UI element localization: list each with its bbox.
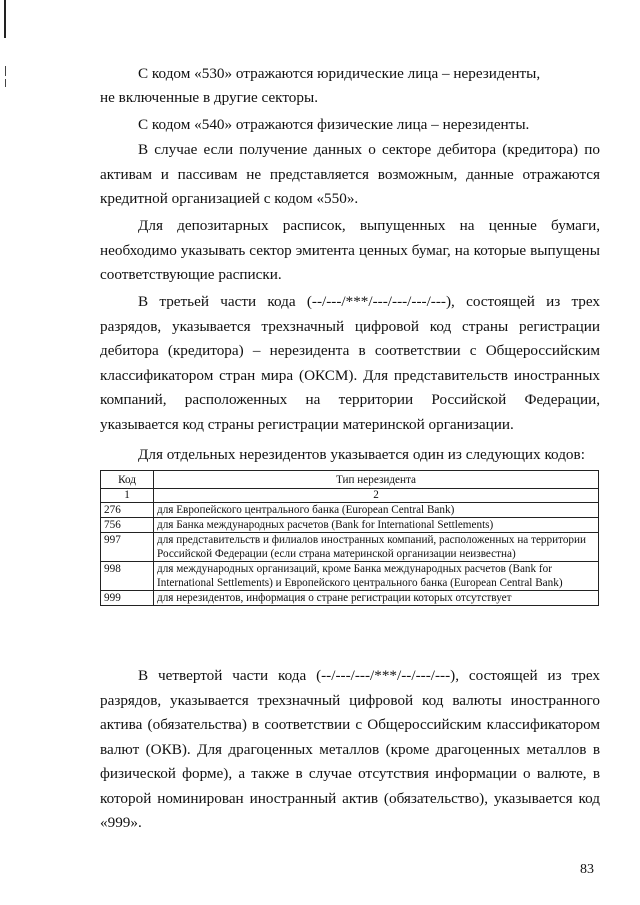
paragraph-depositary-receipts: Для депозитарных расписок, выпущенных на ценные бумаги, необходимо указывать сектор эмитента ценных бумаг, на которые выпущены соответствующие расписки. <box>100 217 600 283</box>
paragraph-country-code: В третьей части кода (--/---/***/---/---/---/---), состоящей из трех разрядов, указывается трехзначный цифровой код страны регистрации дебитора (кредитора) – нерезидента в соответствии с Общероссийским классификатором стран мира (ОКСМ). Для представительств иностранных компаний, расположенных на территории Российской Федерации, указывается код страны регистрации материнской организации. <box>100 293 600 433</box>
scan-margin-line <box>4 0 6 38</box>
table-column-numbers-row <box>101 489 599 503</box>
row-type: для международных организаций, кроме Банка международных расчетов (Bank for International Settlements) и Европейского центрального банка (European Central Bank) <box>154 562 599 591</box>
row-code: 997 <box>101 533 154 562</box>
row-type: для Банка международных расчетов (Bank for International Settlements) <box>154 518 599 533</box>
paragraph-550: В случае если получение данных о секторе дебитора (кредитора) по активам и пассивам не представляется возможным, данные отражаются кредитной организацией с кодом «550». <box>100 141 600 207</box>
paragraph-540: С кодом «540» отражаются физические лица – нерезиденты. <box>138 116 530 133</box>
scan-margin-tick <box>5 79 6 87</box>
column-number-2: 2 <box>154 489 599 503</box>
paragraph-currency-code: В четвертой части кода (--/---/---/***/--/---/---), состоящей из трех разрядов, указывается трехзначный цифровой код валюты иностранного актива (обязательства) в соответствии с Общероссийским классификатором валют (ОКВ). Для драгоценных металлов (кроме драгоценных металлов в физической форме), а также в случае отсутствия информации о валюте, в которой номинирован иностранный актив (обязательство), указывается код «999». <box>100 667 600 831</box>
column-number-1: 1 <box>101 489 154 503</box>
table-header-code: Код <box>101 471 154 489</box>
paragraph-530-line1: С кодом «530» отражаются юридические лица – нерезиденты, <box>138 65 541 82</box>
page-number: 83 <box>580 862 594 877</box>
row-type: для представительств и филиалов иностранных компаний, расположенных на территории Российской Федерации (если страна материнской организации неизвестна) <box>154 533 599 562</box>
row-code: 756 <box>101 518 154 533</box>
row-code: 276 <box>101 503 154 518</box>
table-row <box>101 518 599 533</box>
row-code: 999 <box>101 591 154 606</box>
row-type: для нерезидентов, информация о стране регистрации которых отсутствует <box>154 591 599 606</box>
table-row <box>101 503 599 518</box>
scan-margin-tick <box>5 66 6 76</box>
table-row <box>101 591 599 606</box>
table-row <box>101 562 599 591</box>
paragraph-nonresident-codes-intro: Для отдельных нерезидентов указывается один из следующих кодов: <box>138 446 585 463</box>
table-header-row <box>101 471 599 489</box>
row-type: для Европейского центрального банка (European Central Bank) <box>154 503 599 518</box>
table-header-type: Тип нерезидента <box>154 471 599 489</box>
paragraph-530-line2: не включенные в другие секторы. <box>100 89 318 106</box>
row-code: 998 <box>101 562 154 591</box>
nonresident-codes-table <box>100 470 599 606</box>
table-row <box>101 533 599 562</box>
